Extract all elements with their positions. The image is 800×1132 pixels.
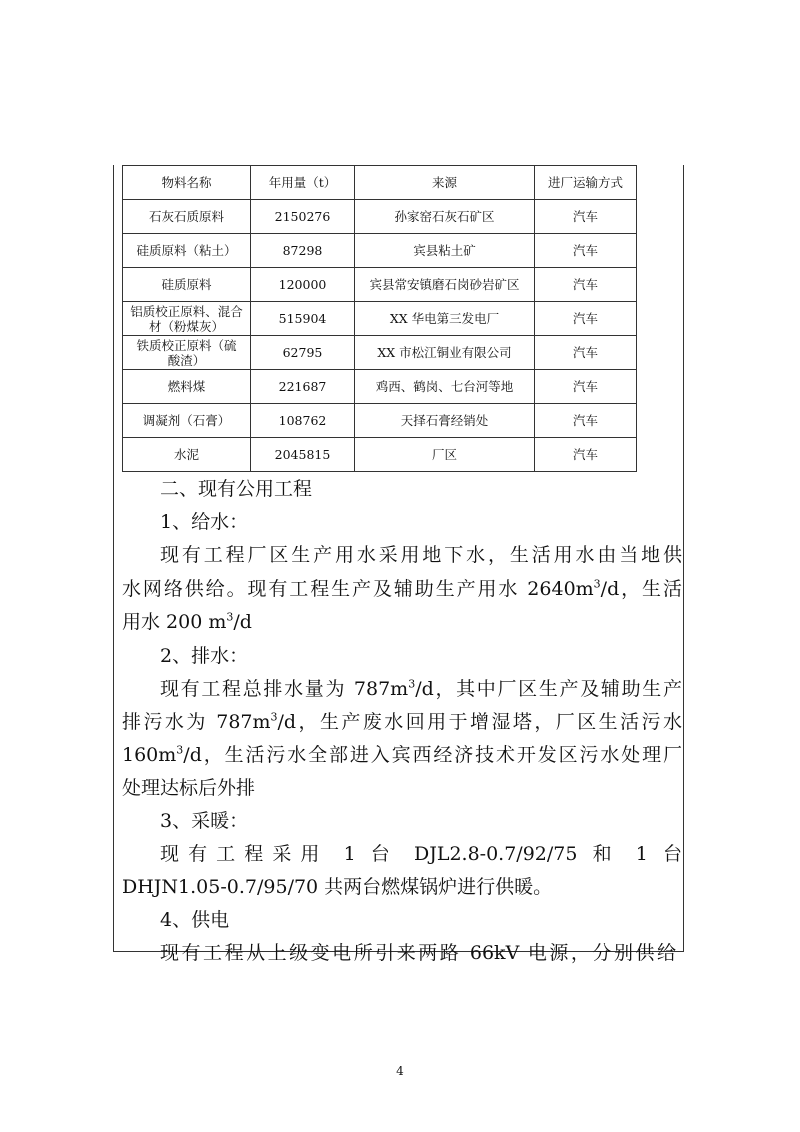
materials-table bbox=[122, 165, 637, 472]
header-source: 来源 bbox=[355, 166, 535, 200]
section-title: 二、现有公用工程 bbox=[160, 478, 313, 500]
cell-transport: 汽车 bbox=[535, 268, 637, 302]
page-number: 4 bbox=[396, 1064, 404, 1078]
table-row bbox=[123, 404, 637, 438]
drainage-line-3: $160m^3/d$，生活污水全部进入宾西经济技术开发区污水处理厂 bbox=[122, 743, 682, 766]
water-supply-line-1: 现有工程厂区生产用水采用地下水，生活用水由当地供 bbox=[160, 544, 682, 566]
cell-transport: 汽车 bbox=[535, 200, 637, 234]
cell-usage: 2045815 bbox=[251, 438, 355, 472]
table-row bbox=[123, 336, 637, 370]
table-row bbox=[123, 302, 637, 336]
drainage-line-1: 现有工程总排水量为 $787m^3/d$，其中厂区生产及辅助生产 bbox=[160, 677, 682, 700]
heating-heading: 3、采暖： bbox=[160, 810, 249, 832]
cell-material: 铁质校正原料（硫酸渣） bbox=[123, 336, 251, 370]
cell-source: 孙家窑石灰石矿区 bbox=[355, 200, 535, 234]
heating-line-1: 现有工程采用 1 台 DJL2.8-0.7/92/75 和 1 台 bbox=[160, 843, 682, 865]
drainage-line-2: 排污水为 $787m^3/d$，生产废水回用于增湿塔，厂区生活污水 bbox=[122, 710, 682, 733]
cell-source: XX 华电第三发电厂 bbox=[355, 302, 535, 336]
cell-transport: 汽车 bbox=[535, 234, 637, 268]
header-transport: 进厂运输方式 bbox=[535, 166, 637, 200]
table-row bbox=[123, 438, 637, 472]
cell-usage: 515904 bbox=[251, 302, 355, 336]
cell-source: XX 市松江铜业有限公司 bbox=[355, 336, 535, 370]
cell-material: 硅质原料 bbox=[123, 268, 251, 302]
cell-transport: 汽车 bbox=[535, 370, 637, 404]
cell-material: 硅质原料（粘土） bbox=[123, 234, 251, 268]
cell-material: 燃料煤 bbox=[123, 370, 251, 404]
power-heading: 4、供电 bbox=[160, 909, 230, 931]
cell-material: 调凝剂（石膏） bbox=[123, 404, 251, 438]
header-material-name: 物料名称 bbox=[123, 166, 251, 200]
cell-material: 水泥 bbox=[123, 438, 251, 472]
header-annual-usage: 年用量（t） bbox=[251, 166, 355, 200]
cell-usage: 221687 bbox=[251, 370, 355, 404]
heating-line-2: DHJN1.05-0.7/95/70 共两台燃煤锅炉进行供暖。 bbox=[122, 876, 553, 898]
water-supply-heading: 1、给水： bbox=[160, 511, 249, 533]
cell-source: 宾县粘土矿 bbox=[355, 234, 535, 268]
table-header-row bbox=[123, 166, 637, 200]
cell-usage: 62795 bbox=[251, 336, 355, 370]
table-row bbox=[123, 370, 637, 404]
cell-transport: 汽车 bbox=[535, 302, 637, 336]
cell-transport: 汽车 bbox=[535, 438, 637, 472]
table-row bbox=[123, 268, 637, 302]
cell-usage: 108762 bbox=[251, 404, 355, 438]
water-supply-line-3: 用水 200 $m^3/d$ bbox=[122, 610, 252, 633]
cell-source: 宾县常安镇磨石岗砂岩矿区 bbox=[355, 268, 535, 302]
drainage-heading: 2、排水： bbox=[160, 645, 249, 667]
cell-transport: 汽车 bbox=[535, 336, 637, 370]
cell-source: 厂区 bbox=[355, 438, 535, 472]
cell-source: 天择石膏经销处 bbox=[355, 404, 535, 438]
drainage-line-4: 处理达标后外排 bbox=[122, 777, 256, 799]
table-row bbox=[123, 200, 637, 234]
cell-source: 鸡西、鹤岗、七台河等地 bbox=[355, 370, 535, 404]
cell-material: 石灰石质原料 bbox=[123, 200, 251, 234]
power-line-1: 现有工程从上级变电所引来两路 66kV 电源，分别供给 bbox=[160, 942, 676, 964]
cell-usage: 120000 bbox=[251, 268, 355, 302]
cell-usage: 87298 bbox=[251, 234, 355, 268]
table-row bbox=[123, 234, 637, 268]
cell-material: 铝质校正原料、混合材（粉煤灰） bbox=[123, 302, 251, 336]
water-supply-line-2: 水网络供给。现有工程生产及辅助生产用水 $2640m^3/d$，生活 bbox=[122, 577, 682, 600]
cell-transport: 汽车 bbox=[535, 404, 637, 438]
cell-usage: 2150276 bbox=[251, 200, 355, 234]
